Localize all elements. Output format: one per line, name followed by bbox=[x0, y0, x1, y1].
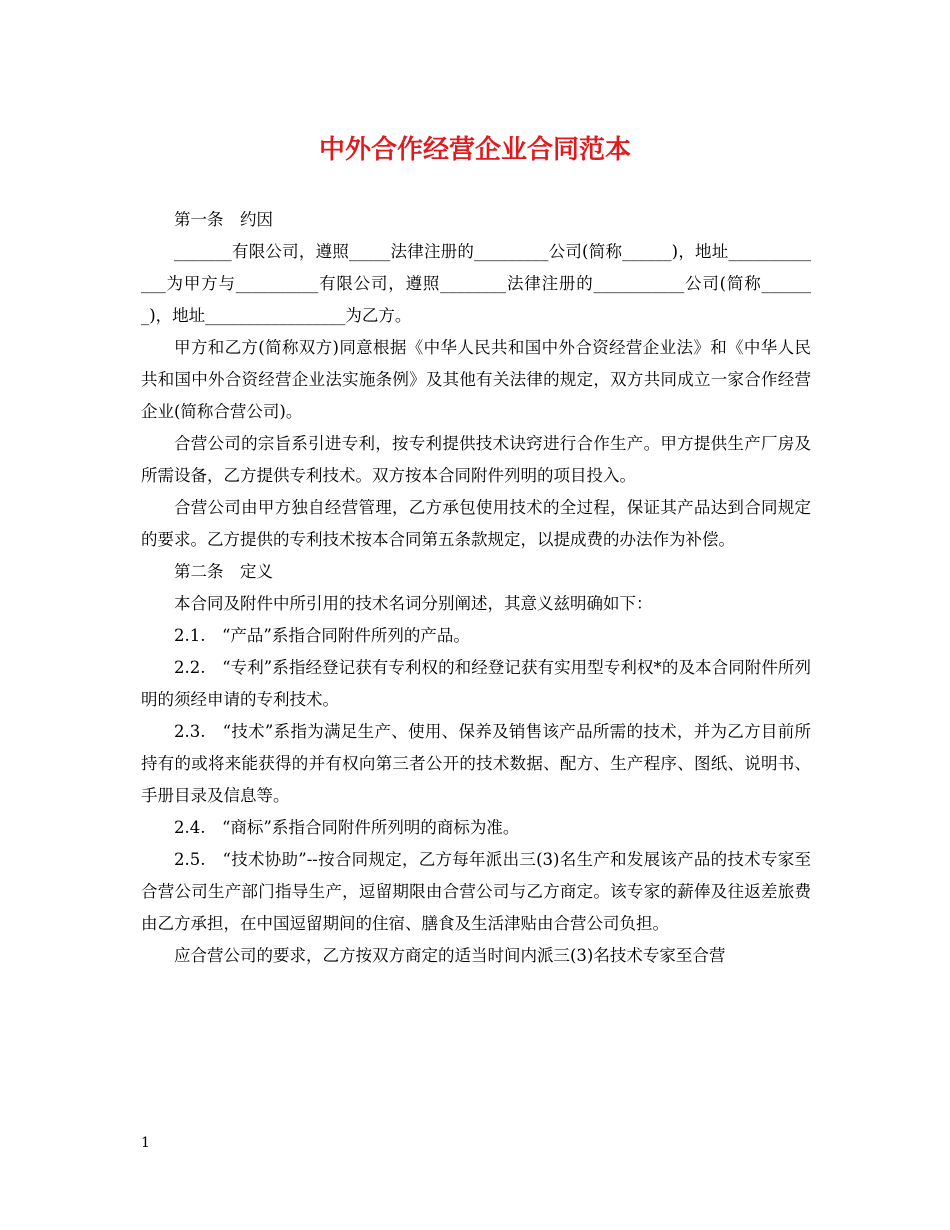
paragraph-definitions-intro: 本合同及附件中所引用的技术名词分别阐述，其意义兹明确如下： bbox=[174, 594, 653, 613]
document-body bbox=[141, 204, 811, 972]
paragraph-definition-2-4: 2.4. “商标”系指合同附件所列明的商标为准。 bbox=[174, 818, 520, 837]
paragraph-article-2-heading: 第二条 定义 bbox=[174, 562, 273, 581]
paragraph-definition-2-5: 2.5. “技术协助”--按合同规定，乙方每年派出三(3)名生产和发展该产品的技术专家至合营公司生产部门指导生产，逗留期限由合营公司与乙方商定。该专家的薪俸及往返差旅费由乙方承担，在中国逗留期间的住宿、膳食及生活津贴由合营公司负担。 bbox=[141, 850, 811, 933]
page-number: 1 bbox=[141, 1135, 150, 1151]
paragraph-technical-experts: 应合营公司的要求，乙方按双方商定的适当时间内派三(3)名技术专家至合营 bbox=[174, 946, 726, 965]
paragraph-management: 合营公司由甲方独自经营管理，乙方承包使用技术的全过程，保证其产品达到合同规定的要求。乙方提供的专利技术按本合同第五条款规定，以提成费的办法作为补偿。 bbox=[141, 498, 811, 549]
paragraph-definition-2-3: 2.3. “技术”系指为满足生产、使用、保养及销售该产品所需的技术，并为乙方目前所持有的或将来能获得的并有权向第三者公开的技术数据、配方、生产程序、图纸、说明书、手册目录及信息等。 bbox=[141, 722, 811, 805]
paragraph-definition-2-1: 2.1. “产品”系指合同附件所列的产品。 bbox=[174, 626, 470, 645]
paragraph-legal-basis: 甲方和乙方(简称双方)同意根据《中华人民共和国中外合资经营企业法》和《中华人民共和国中外合资经营企业法实施条例》及其他有关法律的规定，双方共同成立一家合作经营企业(简称合营公司)。 bbox=[141, 338, 811, 421]
paragraph-definition-2-2: 2.2. “专利”系指经登记获有专利权的和经登记获有实用型专利权*的及本合同附件所列明的须经申请的专利技术。 bbox=[141, 658, 811, 709]
paragraph-article-1-heading: 第一条 约因 bbox=[174, 210, 273, 229]
paragraph-purpose: 合营公司的宗旨系引进专利，按专利提供技术诀窍进行合作生产。甲方提供生产厂房及所需设备，乙方提供专利技术。双方按本合同附件列明的项目投入。 bbox=[141, 434, 811, 485]
document-title: 中外合作经营企业合同范本 bbox=[318, 135, 631, 165]
paragraph-parties: _______有限公司，遵照_____法律注册的_________公司(简称______)，地址_____________为甲方与__________有限公司，遵照________法律注册的___________公司(简称_______)，地址_________________为乙方。 bbox=[141, 242, 811, 325]
